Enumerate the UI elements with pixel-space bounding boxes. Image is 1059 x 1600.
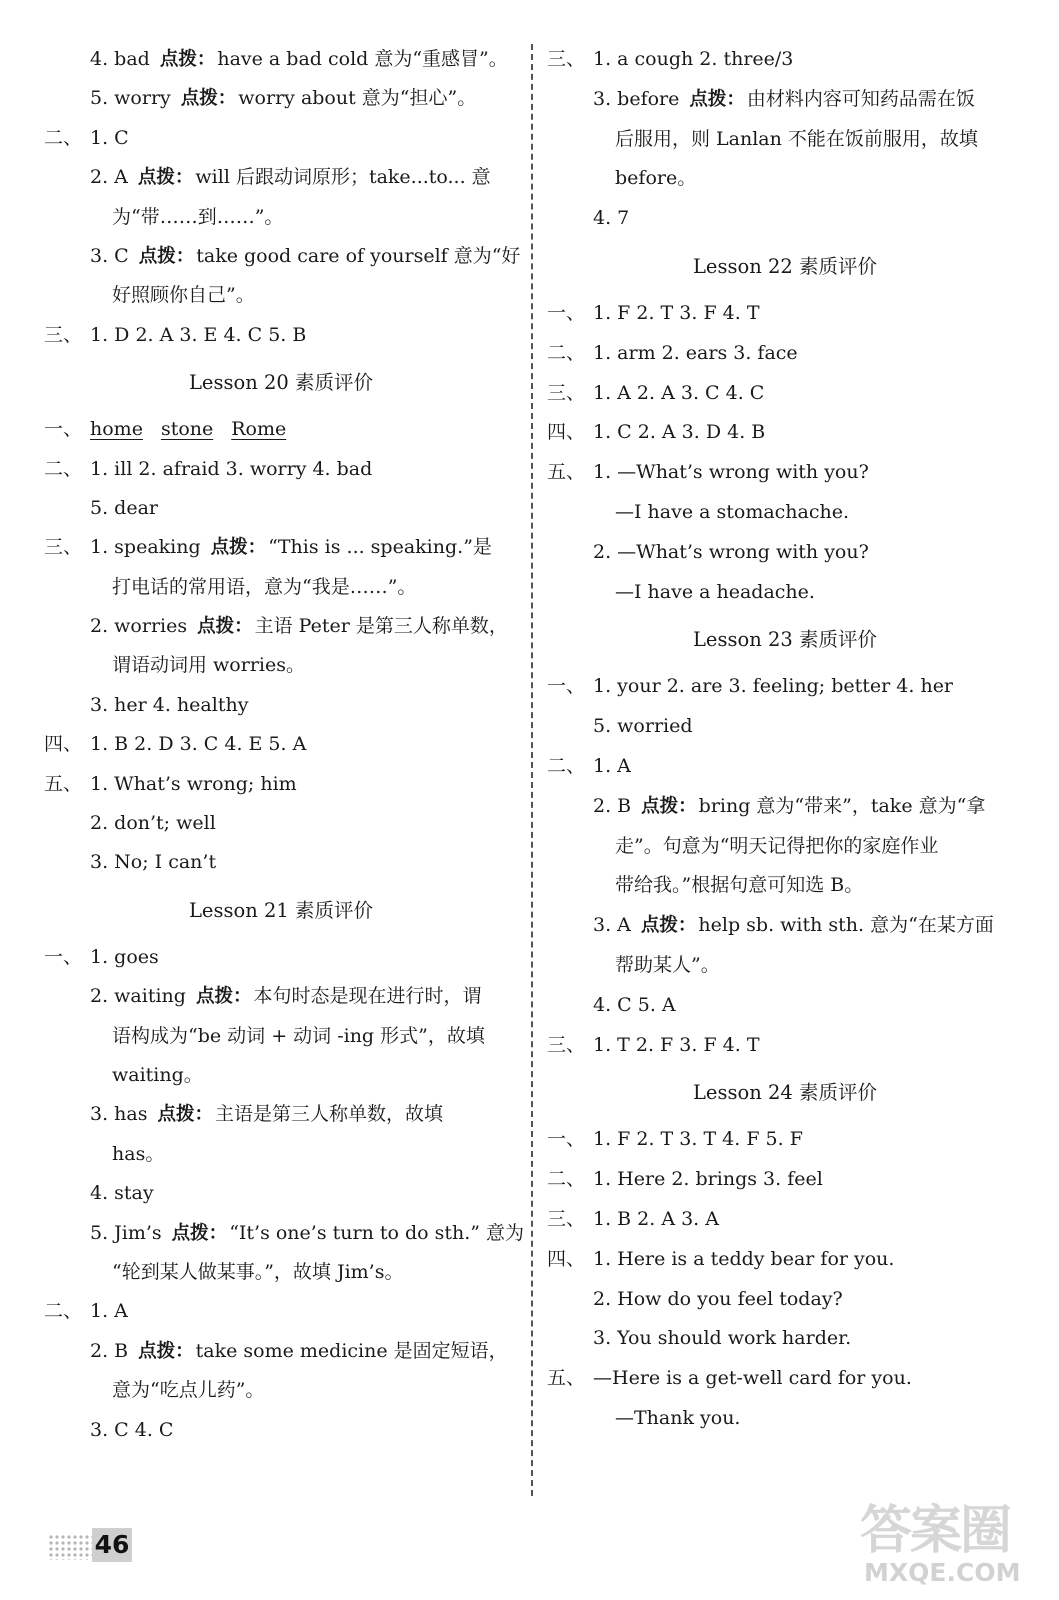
section-marker: 四、 xyxy=(547,1247,586,1270)
answer-text xyxy=(90,1214,524,1253)
answer-value: —I have a headache. xyxy=(615,580,815,603)
answer-value: 4. C 5. A xyxy=(593,993,676,1016)
continuation-text xyxy=(615,493,849,533)
answer-line xyxy=(44,1095,518,1134)
answer-value: 2. don’t; well xyxy=(90,812,216,835)
answer-value: 5. worried xyxy=(593,715,693,738)
page-number: 46 xyxy=(92,1528,132,1562)
answer-line xyxy=(44,40,518,79)
answer-text xyxy=(90,938,159,977)
answer-text xyxy=(593,747,631,787)
answer-value: 为“带……到……”。 xyxy=(112,205,284,228)
hint-text: 主语是第三人称单数，故填 xyxy=(215,1103,444,1126)
answer-text xyxy=(593,787,985,827)
answer-value: 语构成为“be 动词 + 动词 -ing 形式”，故填 xyxy=(112,1024,485,1047)
hint-label: 点拨： xyxy=(157,1104,213,1126)
hint-label: 点拨： xyxy=(210,537,267,559)
answer-line xyxy=(44,79,518,118)
answer-line xyxy=(44,1253,518,1292)
answer-line xyxy=(44,1056,518,1095)
continuation-text xyxy=(615,946,720,986)
answer-text xyxy=(593,1026,760,1066)
answer-line xyxy=(44,1411,518,1450)
section-marker: 三、 xyxy=(547,48,586,70)
answer-text xyxy=(593,334,798,374)
answer-line xyxy=(44,489,518,528)
answer-line xyxy=(44,977,518,1016)
continuation-text xyxy=(112,1135,164,1174)
answer-text xyxy=(90,316,306,355)
section-marker: 三、 xyxy=(547,1207,586,1230)
section-heading: Lesson 20 素质评价 xyxy=(188,371,373,395)
section-marker: 二、 xyxy=(547,1168,586,1191)
hint-text: 主语 Peter 是第三人称单数， xyxy=(254,615,508,638)
answer-value: 4. bad xyxy=(90,48,150,70)
answer-value: has。 xyxy=(112,1142,165,1165)
answer-text xyxy=(90,237,520,276)
answer-text xyxy=(593,294,760,334)
blank-answer: home xyxy=(90,418,143,441)
answer-line xyxy=(44,276,518,315)
continuation-text xyxy=(112,276,255,315)
continuation-text xyxy=(112,568,416,607)
answer-value: 2. B xyxy=(593,794,632,817)
answer-line xyxy=(547,986,1023,1026)
answer-value: 1. a cough 2. three/3 xyxy=(593,48,794,70)
answer-line xyxy=(547,1280,1023,1320)
answer-line xyxy=(547,493,1023,533)
section-marker: 三、 xyxy=(547,1033,586,1056)
dot-pattern xyxy=(48,1534,92,1560)
section-heading: Lesson 23 素质评价 xyxy=(692,628,877,652)
answer-text xyxy=(90,79,476,118)
hint-label: 点拨： xyxy=(137,167,194,189)
answer-line xyxy=(44,1017,518,1056)
answer-text xyxy=(90,119,129,158)
hint-text: bring 意为“带来”，take 意为“拿 xyxy=(698,794,986,817)
hint-text: 本句时态是现在进行时，谓 xyxy=(253,985,482,1008)
answer-line xyxy=(44,725,518,764)
answer-value: 1. Here is a teddy bear for you. xyxy=(593,1247,895,1270)
hint-label: 点拨： xyxy=(197,616,253,638)
answer-value: 1. arm 2. ears 3. face xyxy=(593,341,798,364)
answer-value: 走”。句意为“明天记得把你的家庭作业 xyxy=(615,834,939,857)
answer-value: 谓语动词用 worries。 xyxy=(112,654,305,677)
answer-value: 3. You should work harder. xyxy=(593,1327,852,1350)
hint-text: help sb. with sth. 意为“在某方面 xyxy=(698,914,994,937)
answer-value: 2. —What’s wrong with you? xyxy=(593,540,869,563)
answer-value: 1. A xyxy=(90,1300,128,1323)
answer-line xyxy=(44,450,518,489)
hint-label: 点拨： xyxy=(641,795,697,817)
section-marker: 二、 xyxy=(44,126,83,149)
answer-value: 意为“吃点儿药”。 xyxy=(112,1379,265,1402)
answer-line xyxy=(44,237,521,276)
answer-text xyxy=(90,528,492,567)
answer-text xyxy=(90,489,158,528)
answer-text xyxy=(90,450,372,489)
answer-line xyxy=(44,804,518,843)
continuation-text xyxy=(615,1399,740,1439)
answer-value: 2. worries xyxy=(90,615,188,638)
answer-text xyxy=(593,199,629,239)
answer-line xyxy=(547,747,1023,787)
answer-line xyxy=(44,686,518,725)
section-marker: 二、 xyxy=(547,754,586,777)
watermark-url: MXQE.COM xyxy=(864,1558,1021,1587)
answer-value: 3. A xyxy=(593,914,631,937)
answer-value: 1. What’s wrong; him xyxy=(90,772,297,795)
answer-line xyxy=(547,707,1023,747)
answer-text xyxy=(593,374,764,414)
answer-value: 2. waiting xyxy=(90,985,186,1008)
answer-line xyxy=(44,158,518,197)
answer-value: 1. B 2. D 3. C 4. E 5. A xyxy=(90,733,307,756)
answer-text xyxy=(593,1280,843,1320)
hint-text: have a bad cold 意为“重感冒”。 xyxy=(217,48,508,70)
answer-line xyxy=(547,573,1023,613)
answer-line xyxy=(547,453,1023,493)
answer-text xyxy=(593,1240,894,1280)
answer-value: 1. F 2. T 3. F 4. T xyxy=(593,301,760,324)
hint-text: take some medicine 是固定短语， xyxy=(195,1339,508,1362)
answer-value: “轮到某人做某事。”，故填 Jim’s。 xyxy=(112,1260,404,1283)
watermark-logo xyxy=(850,1488,1040,1598)
answer-line xyxy=(44,198,518,237)
answer-text xyxy=(593,986,676,1026)
answer-value: —I have a stomachache. xyxy=(615,500,850,523)
section-marker: 五、 xyxy=(547,461,586,484)
hint-label: 点拨： xyxy=(138,1340,194,1362)
section-marker: 二、 xyxy=(44,1300,83,1323)
section-marker: 二、 xyxy=(547,341,586,364)
answer-value: before。 xyxy=(615,167,697,190)
answer-line xyxy=(44,316,518,355)
answer-line xyxy=(44,1135,518,1174)
answer-text xyxy=(593,1359,912,1399)
hint-label: 点拨： xyxy=(640,915,697,937)
answer-line xyxy=(547,374,1023,414)
answer-value: 1. F 2. T 3. T 4. F 5. F xyxy=(593,1128,803,1151)
answer-value: 3. C xyxy=(90,244,129,267)
answer-text xyxy=(90,410,286,449)
answer-line xyxy=(547,866,1023,906)
continuation-text xyxy=(112,198,283,237)
answer-value: —Here is a get-well card for you. xyxy=(593,1367,912,1390)
answer-line xyxy=(547,667,1023,707)
section-marker: 三、 xyxy=(44,323,83,346)
answer-line xyxy=(547,906,1023,946)
section-heading: Lesson 22 素质评价 xyxy=(692,254,877,278)
blank-answer: stone xyxy=(160,418,214,441)
answer-line xyxy=(547,80,1023,120)
answer-text xyxy=(90,40,508,79)
answer-line xyxy=(44,938,518,977)
answer-text xyxy=(593,906,994,946)
continuation-text xyxy=(615,120,978,160)
answer-value: 带给我。”根据句意可知选 B。 xyxy=(615,874,864,897)
answer-line xyxy=(547,1120,1023,1160)
section-marker: 二、 xyxy=(44,457,83,480)
hint-label: 点拨： xyxy=(138,245,195,267)
hint-text: worry about 意为“担心”。 xyxy=(238,87,477,110)
continuation-text xyxy=(112,1371,264,1410)
answer-text xyxy=(90,804,216,843)
section-marker: 五、 xyxy=(44,772,83,795)
answer-value: 2. B xyxy=(90,1339,129,1362)
section-marker: 一、 xyxy=(547,1128,586,1151)
answer-text xyxy=(593,1200,719,1240)
answer-line xyxy=(547,827,1023,867)
answer-line xyxy=(44,1292,518,1331)
answer-text xyxy=(90,1174,154,1213)
answer-text xyxy=(593,1160,823,1200)
continuation-text xyxy=(615,866,863,906)
answer-value: —Thank you. xyxy=(615,1406,741,1429)
answer-value: 3. C 4. C xyxy=(90,1418,174,1441)
answer-line xyxy=(547,1026,1023,1066)
answer-line xyxy=(547,1359,1023,1399)
hint-label: 点拨： xyxy=(195,986,252,1008)
hint-text: “It’s one’s turn to do sth.” 意为 xyxy=(229,1221,525,1244)
answer-value: 3. her 4. healthy xyxy=(90,693,249,716)
answer-text xyxy=(90,977,481,1016)
answer-text xyxy=(593,1319,851,1359)
answer-value: 3. No; I can’t xyxy=(90,851,217,874)
section-heading: Lesson 21 素质评价 xyxy=(188,898,373,922)
answer-value: 1. your 2. are 3. feeling; better 4. her xyxy=(593,675,954,698)
answer-line xyxy=(44,607,518,646)
blank-answer: Rome xyxy=(231,418,287,441)
answer-value: 1. D 2. A 3. E 4. C 5. B xyxy=(90,323,307,346)
continuation-text xyxy=(615,827,938,867)
answer-line xyxy=(547,1399,1023,1439)
answer-line xyxy=(44,410,518,449)
section-marker: 四、 xyxy=(44,733,83,756)
answer-line xyxy=(44,119,518,158)
answer-value: 1. C xyxy=(90,126,129,149)
answer-line xyxy=(547,787,1023,827)
answer-line xyxy=(44,646,518,685)
answer-value: 3. has xyxy=(90,1103,148,1126)
answer-text xyxy=(90,158,491,197)
section-marker: 一、 xyxy=(547,301,586,324)
answer-value: 5. dear xyxy=(90,496,158,519)
answer-value: 4. 7 xyxy=(593,207,630,230)
continuation-text xyxy=(112,1017,485,1056)
column-divider xyxy=(531,44,533,1496)
answer-text xyxy=(90,1411,173,1450)
answer-line xyxy=(44,1174,518,1213)
hint-text: take good care of yourself 意为“好 xyxy=(196,244,521,267)
answer-text xyxy=(593,453,869,493)
answer-value: 2. How do you feel today? xyxy=(593,1287,843,1310)
section-heading: Lesson 24 素质评价 xyxy=(692,1081,877,1105)
answer-value: 5. Jim’s xyxy=(90,1221,162,1244)
watermark-text: 答案圈 xyxy=(860,1501,1011,1561)
answer-text xyxy=(593,80,975,120)
answer-value: 1. speaking xyxy=(90,536,201,559)
continuation-text xyxy=(615,159,696,199)
continuation-text xyxy=(112,1253,403,1292)
hint-text: 由材料内容可知药品需在饭 xyxy=(746,87,975,110)
answer-text xyxy=(593,40,793,80)
answer-line xyxy=(547,1240,1023,1280)
answer-value: 1. Here 2. brings 3. feel xyxy=(593,1168,823,1191)
answer-line xyxy=(547,334,1023,374)
answer-text xyxy=(593,667,953,707)
answer-line xyxy=(547,1319,1023,1359)
answer-line xyxy=(547,533,1023,573)
answer-text xyxy=(90,686,248,725)
answer-line xyxy=(547,1200,1023,1240)
section-marker: 四、 xyxy=(547,421,586,444)
answer-text xyxy=(593,413,765,453)
answer-line xyxy=(44,843,518,882)
left-column xyxy=(44,40,525,1450)
answer-line xyxy=(547,294,1023,334)
continuation-text xyxy=(112,1056,203,1095)
hint-text: “This is ... speaking.”是 xyxy=(268,536,492,559)
hint-label: 点拨： xyxy=(171,1222,228,1244)
answer-line xyxy=(44,1371,518,1410)
answer-line xyxy=(44,1214,525,1253)
answer-value: 1. T 2. F 3. F 4. T xyxy=(593,1033,760,1056)
answer-value: 1. C 2. A 3. D 4. B xyxy=(593,421,766,444)
section-marker: 一、 xyxy=(44,945,83,968)
section-marker: 一、 xyxy=(44,418,83,441)
answer-value: 1. A 2. A 3. C 4. C xyxy=(593,381,765,404)
answer-value: 1. A xyxy=(593,754,631,777)
answer-value: 好照顾你自己”。 xyxy=(112,284,255,307)
answer-line xyxy=(547,946,1023,986)
answer-line xyxy=(44,765,518,804)
answer-text xyxy=(90,1095,443,1134)
answer-text xyxy=(90,607,508,646)
answer-line xyxy=(547,159,1023,199)
answer-value: 帮助某人”。 xyxy=(615,953,720,976)
answer-line xyxy=(547,1160,1023,1200)
answer-line xyxy=(547,120,1023,160)
answer-text xyxy=(593,707,693,747)
answer-value: waiting。 xyxy=(112,1063,203,1086)
section-marker: 一、 xyxy=(547,675,586,698)
section-marker: 三、 xyxy=(44,536,83,559)
right-column xyxy=(547,40,1023,1439)
answer-line xyxy=(547,40,1023,80)
answer-value: 5. worry xyxy=(90,87,171,110)
answer-text xyxy=(593,1120,803,1160)
answer-text xyxy=(90,1332,508,1371)
answer-text xyxy=(593,533,869,573)
answer-line xyxy=(547,199,1023,239)
answer-value: 1. —What’s wrong with you? xyxy=(593,461,869,484)
answer-line xyxy=(547,413,1023,453)
continuation-text xyxy=(615,573,815,613)
answer-text xyxy=(90,765,297,804)
section-marker: 三、 xyxy=(547,381,586,404)
answer-value: 2. A xyxy=(90,166,128,189)
hint-label: 点拨： xyxy=(159,49,216,70)
answer-value: 打电话的常用语，意为“我是……”。 xyxy=(112,575,417,598)
answer-value: 4. stay xyxy=(90,1182,154,1205)
answer-value: 1. ill 2. afraid 3. worry 4. bad xyxy=(90,457,373,480)
answer-value: 后服用，则 Lanlan 不能在饭前服用，故填 xyxy=(615,127,978,150)
answer-text xyxy=(90,843,216,882)
answer-text xyxy=(90,725,306,764)
answer-value: 3. before xyxy=(593,87,680,110)
section-marker: 五、 xyxy=(547,1367,586,1390)
hint-text: will 后跟动词原形；take...to... 意 xyxy=(195,166,491,189)
answer-value: 1. goes xyxy=(90,945,159,968)
hint-label: 点拨： xyxy=(180,88,237,110)
answer-line xyxy=(44,1332,518,1371)
answer-text xyxy=(90,1292,128,1331)
answer-line xyxy=(44,528,518,567)
hint-label: 点拨： xyxy=(689,88,745,110)
answer-value: 1. B 2. A 3. A xyxy=(593,1207,719,1230)
answer-line xyxy=(44,568,518,607)
continuation-text xyxy=(112,646,305,685)
page-number-badge xyxy=(48,1528,132,1562)
